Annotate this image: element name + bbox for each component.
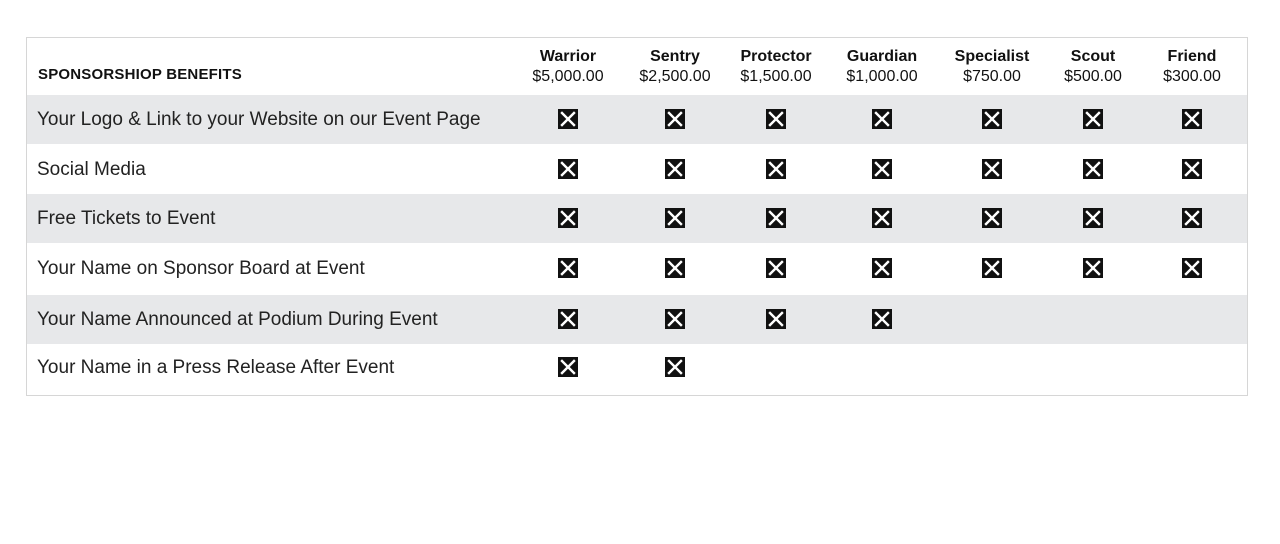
tier-price: $500.00 bbox=[1064, 68, 1122, 85]
benefit-row bbox=[27, 343, 1247, 392]
benefit-label: Your Logo & Link to your Website on our Event Page bbox=[37, 109, 481, 130]
checked-box-icon bbox=[558, 357, 578, 377]
benefit-row bbox=[27, 194, 1247, 243]
checked-box-icon bbox=[665, 208, 685, 228]
checked-box-icon bbox=[1182, 109, 1202, 129]
table-header bbox=[27, 38, 1247, 95]
benefit-row bbox=[27, 295, 1247, 344]
checked-box-icon bbox=[665, 357, 685, 377]
tier-name: Sentry bbox=[650, 48, 700, 65]
checked-box-icon bbox=[1182, 208, 1202, 228]
checked-box-icon bbox=[872, 258, 892, 278]
tier-name: Warrior bbox=[539, 48, 597, 65]
checked-box-icon bbox=[1083, 109, 1103, 129]
benefit-label: Social Media bbox=[37, 159, 146, 180]
checked-box-icon bbox=[982, 159, 1002, 179]
tier-header-specialist bbox=[942, 47, 1042, 87]
tier-header-scout bbox=[1043, 47, 1143, 87]
checked-box-icon bbox=[982, 258, 1002, 278]
sponsorship-benefits-table bbox=[26, 37, 1248, 396]
checked-box-icon bbox=[1083, 159, 1103, 179]
tier-name: Protector bbox=[740, 48, 812, 65]
checked-box-icon bbox=[558, 159, 578, 179]
benefit-label: Your Name on Sponsor Board at Event bbox=[37, 258, 365, 279]
benefit-row bbox=[27, 95, 1247, 144]
checked-box-icon bbox=[982, 109, 1002, 129]
tier-price: $5,000.00 bbox=[532, 68, 604, 85]
tier-header-protector bbox=[726, 47, 826, 87]
checked-box-icon bbox=[766, 159, 786, 179]
checked-box-icon bbox=[665, 159, 685, 179]
tier-price: $1,000.00 bbox=[846, 68, 918, 85]
checked-box-icon bbox=[1083, 208, 1103, 228]
checked-box-icon bbox=[1182, 159, 1202, 179]
benefit-label: Free Tickets to Event bbox=[37, 208, 216, 229]
checked-box-icon bbox=[872, 309, 892, 329]
tier-price: $2,500.00 bbox=[639, 68, 711, 85]
checked-box-icon bbox=[766, 258, 786, 278]
tier-price: $1,500.00 bbox=[740, 68, 812, 85]
checked-box-icon bbox=[766, 208, 786, 228]
checked-box-icon bbox=[665, 109, 685, 129]
checked-box-icon bbox=[558, 309, 578, 329]
tier-name: Guardian bbox=[846, 48, 918, 65]
tier-name: Scout bbox=[1070, 48, 1116, 65]
checked-box-icon bbox=[872, 159, 892, 179]
tier-price: $300.00 bbox=[1163, 68, 1221, 85]
tier-name: Friend bbox=[1167, 48, 1217, 65]
checked-box-icon bbox=[558, 208, 578, 228]
checked-box-icon bbox=[1083, 258, 1103, 278]
benefit-label: Your Name in a Press Release After Event bbox=[37, 357, 395, 378]
tier-header-friend bbox=[1142, 47, 1242, 87]
tier-header-sentry bbox=[625, 47, 725, 87]
checked-box-icon bbox=[558, 109, 578, 129]
benefit-label: Your Name Announced at Podium During Event bbox=[37, 309, 438, 330]
checked-box-icon bbox=[665, 309, 685, 329]
tier-price: $750.00 bbox=[963, 68, 1021, 85]
tier-header-guardian bbox=[832, 47, 932, 87]
checked-box-icon bbox=[982, 208, 1002, 228]
checked-box-icon bbox=[766, 109, 786, 129]
benefit-row bbox=[27, 244, 1247, 293]
benefit-row bbox=[27, 145, 1247, 194]
tier-name: Specialist bbox=[954, 48, 1030, 65]
checked-box-icon bbox=[872, 208, 892, 228]
checked-box-icon bbox=[558, 258, 578, 278]
header-title: SPONSORSHIOP BENEFITS bbox=[38, 66, 242, 83]
checked-box-icon bbox=[1182, 258, 1202, 278]
tier-header-warrior bbox=[518, 47, 618, 87]
checked-box-icon bbox=[872, 109, 892, 129]
checked-box-icon bbox=[766, 309, 786, 329]
checked-box-icon bbox=[665, 258, 685, 278]
